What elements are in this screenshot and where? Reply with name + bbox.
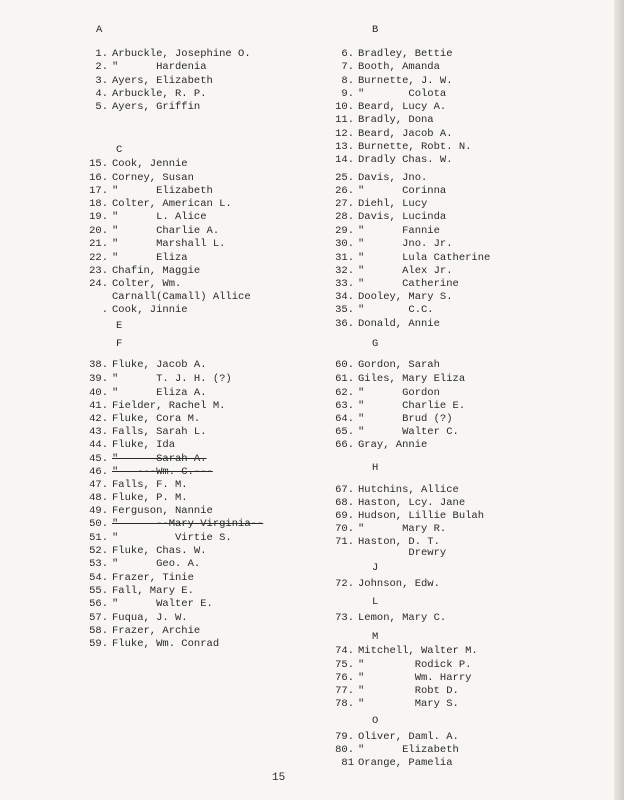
entry-name: Bradly, Dona bbox=[358, 114, 434, 126]
entry-name: " C.C. bbox=[358, 304, 434, 316]
entry-number: 10. bbox=[335, 101, 354, 113]
name-entry bbox=[84, 532, 232, 544]
entry-name: Fluke, Chas. W. bbox=[112, 545, 207, 557]
name-entry bbox=[84, 545, 207, 557]
name-entry bbox=[84, 439, 175, 451]
entry-name: " Mary R. bbox=[358, 523, 447, 535]
name-entry bbox=[330, 387, 440, 399]
name-entry bbox=[84, 492, 188, 504]
entry-number: 29. bbox=[335, 225, 354, 237]
entry-name: " Sarah A. bbox=[112, 453, 207, 465]
name-entry bbox=[84, 359, 207, 371]
entry-name: " Elizabeth bbox=[112, 185, 213, 197]
entry-name: Giles, Mary Eliza bbox=[358, 373, 466, 385]
entry-number: 55. bbox=[89, 585, 108, 597]
entry-number: 78. bbox=[335, 698, 354, 710]
entry-number: 22. bbox=[89, 252, 108, 264]
name-entry bbox=[330, 426, 459, 438]
name-entry bbox=[84, 505, 213, 517]
name-entry bbox=[84, 61, 207, 73]
entry-number: 44. bbox=[89, 439, 108, 451]
entry-number: 39. bbox=[89, 373, 108, 385]
entry-number: 72. bbox=[335, 578, 354, 590]
entry-name: Davis, Jno. bbox=[358, 172, 428, 184]
entry-name: " Elizabeth bbox=[358, 744, 459, 756]
entry-name: " L. Alice bbox=[112, 211, 207, 223]
entry-name: Beard, Jacob A. bbox=[358, 128, 453, 140]
entry-name: Carnall(Camall) Allice bbox=[112, 291, 251, 303]
name-entry bbox=[330, 578, 440, 590]
name-entry bbox=[84, 612, 188, 624]
entry-name: " Charlie A. bbox=[112, 225, 220, 237]
entry-number: 45. bbox=[89, 453, 108, 465]
entry-name: " Eliza A. bbox=[112, 387, 207, 399]
entry-number: 67. bbox=[335, 484, 354, 496]
entry-number: 74. bbox=[335, 645, 354, 657]
name-entry bbox=[84, 198, 232, 210]
entry-number: 68. bbox=[335, 497, 354, 509]
entry-name: Bradley, Bettie bbox=[358, 48, 453, 60]
section-letter-heading: G bbox=[372, 338, 379, 350]
entry-number: 26. bbox=[335, 185, 354, 197]
entry-number: 42. bbox=[89, 413, 108, 425]
name-entry bbox=[330, 731, 459, 743]
name-entry bbox=[330, 225, 440, 237]
entry-number: 13. bbox=[335, 141, 354, 153]
entry-name: Fluke, Jacob A. bbox=[112, 359, 207, 371]
entry-number: 62. bbox=[335, 387, 354, 399]
entry-number: 1. bbox=[95, 48, 108, 60]
name-entry bbox=[84, 572, 194, 584]
name-entry bbox=[330, 318, 440, 330]
entry-name: Donald, Annie bbox=[358, 318, 440, 330]
entry-name: Fielder, Rachel M. bbox=[112, 400, 226, 412]
entry-number: 28. bbox=[335, 211, 354, 223]
entry-name: Dradly Chas. W. bbox=[358, 154, 453, 166]
entry-name: Gray, Annie bbox=[358, 439, 428, 451]
entry-number: 51. bbox=[89, 532, 108, 544]
entry-number: 8. bbox=[341, 75, 354, 87]
name-entry bbox=[330, 439, 427, 451]
name-entry bbox=[330, 757, 453, 769]
entry-name: Hutchins, Allice bbox=[358, 484, 459, 496]
entry-number: 18. bbox=[89, 198, 108, 210]
entry-number: 4. bbox=[95, 88, 108, 100]
name-entry bbox=[330, 413, 453, 425]
entry-name: " Lula Catherine bbox=[358, 252, 491, 264]
name-entry bbox=[330, 172, 427, 184]
entry-name: " T. J. H. (?) bbox=[112, 373, 232, 385]
name-entry bbox=[330, 744, 459, 756]
name-entry bbox=[330, 114, 434, 126]
section-letter-heading: C bbox=[116, 144, 123, 156]
entry-name: " Charlie E. bbox=[358, 400, 466, 412]
name-entry bbox=[330, 612, 446, 624]
name-entry bbox=[84, 158, 188, 170]
entry-number: 52. bbox=[89, 545, 108, 557]
name-entry bbox=[330, 685, 459, 697]
entry-name: Fluke, Ida bbox=[112, 439, 176, 451]
entry-number: 14. bbox=[335, 154, 354, 166]
entry-number: 47. bbox=[89, 479, 108, 491]
name-entry bbox=[84, 479, 188, 491]
entry-name: Arbuckle, Josephine O. bbox=[112, 48, 251, 60]
entry-number: 61. bbox=[335, 373, 354, 385]
entry-name: Lemon, Mary C. bbox=[358, 612, 447, 624]
name-entry bbox=[330, 48, 453, 60]
entry-name: Ayers, Elizabeth bbox=[112, 75, 213, 87]
entry-name: Cook, Jinnie bbox=[112, 304, 188, 316]
name-entry bbox=[84, 518, 263, 530]
name-entry bbox=[330, 61, 440, 73]
entry-name: Diehl, Lucy bbox=[358, 198, 428, 210]
section-letter-heading: F bbox=[116, 338, 123, 350]
entry-name: Beard, Lucy A. bbox=[358, 101, 447, 113]
entry-name: Fluke, Cora M. bbox=[112, 413, 201, 425]
entry-number: 59. bbox=[89, 638, 108, 650]
entry-name: " Fannie bbox=[358, 225, 440, 237]
name-entry bbox=[84, 172, 194, 184]
entry-number: 7. bbox=[341, 61, 354, 73]
entry-number: 56. bbox=[89, 598, 108, 610]
name-entry bbox=[84, 252, 188, 264]
entry-name: Gordon, Sarah bbox=[358, 359, 440, 371]
name-entry bbox=[84, 400, 225, 412]
name-entry bbox=[330, 265, 453, 277]
name-entry bbox=[84, 638, 219, 650]
section-letter-heading: A bbox=[96, 24, 103, 36]
entry-number: 76. bbox=[335, 672, 354, 684]
entry-number: 48. bbox=[89, 492, 108, 504]
entry-number: 43. bbox=[89, 426, 108, 438]
entry-number: 60. bbox=[335, 359, 354, 371]
name-entry bbox=[330, 88, 446, 100]
entry-number: 3. bbox=[95, 75, 108, 87]
entry-name: " Alex Jr. bbox=[358, 265, 453, 277]
name-entry bbox=[84, 625, 200, 637]
name-entry bbox=[84, 75, 213, 87]
entry-number: 19. bbox=[89, 211, 108, 223]
name-entry bbox=[84, 426, 207, 438]
entry-name: Booth, Amanda bbox=[358, 61, 440, 73]
name-entry bbox=[330, 510, 484, 522]
entry-number: 35. bbox=[335, 304, 354, 316]
entry-number: 63. bbox=[335, 400, 354, 412]
name-entry bbox=[330, 359, 440, 371]
entry-number: 23. bbox=[89, 265, 108, 277]
name-entry bbox=[330, 185, 446, 197]
page-edge-shadow bbox=[614, 0, 624, 800]
name-entry bbox=[330, 252, 490, 264]
entry-name: Colter, American L. bbox=[112, 198, 232, 210]
name-entry bbox=[84, 466, 213, 478]
entry-name: Oliver, Daml. A. bbox=[358, 731, 459, 743]
entry-name: " Jno. Jr. bbox=[358, 238, 453, 250]
entry-number: 79. bbox=[335, 731, 354, 743]
name-entry bbox=[330, 101, 446, 113]
page-number: 15 bbox=[272, 772, 286, 784]
entry-number: 64. bbox=[335, 413, 354, 425]
name-entry bbox=[330, 523, 446, 535]
name-entry bbox=[330, 659, 471, 671]
name-entry bbox=[84, 598, 213, 610]
entry-name: " Virtie S. bbox=[112, 532, 232, 544]
entry-number: 69. bbox=[335, 510, 354, 522]
entry-number: 54. bbox=[89, 572, 108, 584]
entry-name: Orange, Pamelia bbox=[358, 757, 453, 769]
entry-name: Burnette, J. W. bbox=[358, 75, 453, 87]
entry-number: 58. bbox=[89, 625, 108, 637]
name-entry bbox=[84, 211, 207, 223]
name-entry bbox=[330, 75, 453, 87]
name-entry bbox=[330, 291, 453, 303]
section-letter-heading: H bbox=[372, 462, 379, 474]
entry-number: 65. bbox=[335, 426, 354, 438]
entry-name: " Eliza bbox=[112, 252, 188, 264]
entry-name: " Marshall L. bbox=[112, 238, 226, 250]
section-letter-heading: B bbox=[372, 24, 379, 36]
entry-name: Fluke, Wm. Conrad bbox=[112, 638, 220, 650]
entry-number: 12. bbox=[335, 128, 354, 140]
entry-name: Davis, Lucinda bbox=[358, 211, 447, 223]
name-entry bbox=[84, 225, 219, 237]
name-entry bbox=[84, 387, 207, 399]
entry-number: 71. bbox=[335, 536, 354, 548]
entry-number: 17. bbox=[89, 185, 108, 197]
name-entry bbox=[330, 497, 465, 509]
entry-number: 73. bbox=[335, 612, 354, 624]
entry-name: " --Mary Virginia-- bbox=[112, 518, 264, 530]
name-entry bbox=[84, 185, 213, 197]
name-entry bbox=[330, 547, 446, 559]
entry-name: Drewry bbox=[358, 547, 447, 559]
name-entry bbox=[330, 238, 453, 250]
entry-name: " Wm. Harry bbox=[358, 672, 472, 684]
name-entry bbox=[330, 400, 465, 412]
name-entry bbox=[84, 265, 200, 277]
entry-name: " Rodick P. bbox=[358, 659, 472, 671]
entry-number: 15. bbox=[89, 158, 108, 170]
entry-number: 40. bbox=[89, 387, 108, 399]
entry-name: Fall, Mary E. bbox=[112, 585, 194, 597]
name-entry bbox=[330, 373, 465, 385]
entry-name: " Corinna bbox=[358, 185, 447, 197]
name-entry bbox=[330, 128, 453, 140]
entry-number: . bbox=[101, 304, 108, 316]
entry-name: " Robt D. bbox=[358, 685, 459, 697]
name-entry bbox=[330, 645, 478, 657]
entry-name: Mitchell, Walter M. bbox=[358, 645, 478, 657]
name-entry bbox=[330, 484, 459, 496]
entry-name: Colter, Wm. bbox=[112, 278, 182, 290]
name-entry bbox=[84, 88, 207, 100]
entry-name: " ---Wm. C.--- bbox=[112, 466, 213, 478]
section-letter-heading: M bbox=[372, 631, 379, 643]
name-entry bbox=[330, 672, 471, 684]
entry-name: Frazer, Archie bbox=[112, 625, 201, 637]
entry-number: 20. bbox=[89, 225, 108, 237]
entry-number: 30. bbox=[335, 238, 354, 250]
name-entry bbox=[84, 373, 232, 385]
entry-name: Fuqua, J. W. bbox=[112, 612, 188, 624]
section-letter-heading: E bbox=[116, 320, 123, 332]
name-entry bbox=[84, 278, 181, 290]
entry-number: 21. bbox=[89, 238, 108, 250]
entry-number: 46. bbox=[89, 466, 108, 478]
section-letter-heading: L bbox=[372, 596, 379, 608]
section-letter-heading: O bbox=[372, 715, 379, 727]
name-entry bbox=[330, 198, 427, 210]
entry-number: 36. bbox=[335, 318, 354, 330]
section-letter-heading: J bbox=[372, 562, 379, 574]
entry-number: 34. bbox=[335, 291, 354, 303]
entry-name: " Catherine bbox=[358, 278, 459, 290]
name-entry bbox=[84, 291, 251, 303]
entry-name: Hudson, Lillie Bulah bbox=[358, 510, 485, 522]
entry-name: " Walter E. bbox=[112, 598, 213, 610]
name-entry bbox=[84, 453, 207, 465]
entry-number: 16. bbox=[89, 172, 108, 184]
entry-number: 27. bbox=[335, 198, 354, 210]
entry-number: 25. bbox=[335, 172, 354, 184]
entry-name: Ayers, Griffin bbox=[112, 101, 201, 113]
entry-name: Frazer, Tinie bbox=[112, 572, 194, 584]
entry-number: 57. bbox=[89, 612, 108, 624]
entry-name: " Gordon bbox=[358, 387, 440, 399]
entry-number: 24. bbox=[89, 278, 108, 290]
name-entry bbox=[84, 585, 194, 597]
entry-name: " Colota bbox=[358, 88, 447, 100]
entry-number: 9. bbox=[341, 88, 354, 100]
name-entry bbox=[84, 304, 188, 316]
entry-name: Haston, D. T. bbox=[358, 536, 440, 548]
entry-number: 50. bbox=[89, 518, 108, 530]
entry-number: 41. bbox=[89, 400, 108, 412]
entry-name: Burnette, Robt. N. bbox=[358, 141, 472, 153]
entry-name: Arbuckle, R. P. bbox=[112, 88, 207, 100]
entry-number: 11. bbox=[335, 114, 354, 126]
entry-name: Fluke, P. M. bbox=[112, 492, 188, 504]
entry-name: Falls, F. M. bbox=[112, 479, 188, 491]
entry-name: " Geo. A. bbox=[112, 558, 201, 570]
entry-name: Chafin, Maggie bbox=[112, 265, 201, 277]
name-entry bbox=[330, 141, 471, 153]
entry-number: 70. bbox=[335, 523, 354, 535]
entry-name: Falls, Sarah L. bbox=[112, 426, 207, 438]
name-entry bbox=[330, 211, 446, 223]
entry-number: 2. bbox=[95, 61, 108, 73]
entry-number: 80. bbox=[335, 744, 354, 756]
entry-name: " Brud (?) bbox=[358, 413, 453, 425]
entry-name: Corney, Susan bbox=[112, 172, 194, 184]
entry-number: 66. bbox=[335, 439, 354, 451]
name-entry bbox=[84, 413, 200, 425]
name-entry bbox=[84, 48, 251, 60]
entry-number: 75. bbox=[335, 659, 354, 671]
entry-number: 77. bbox=[335, 685, 354, 697]
entry-name: Cook, Jennie bbox=[112, 158, 188, 170]
entry-number: 38. bbox=[89, 359, 108, 371]
entry-number: 33. bbox=[335, 278, 354, 290]
entry-name: Dooley, Mary S. bbox=[358, 291, 453, 303]
entry-number: 5. bbox=[95, 101, 108, 113]
entry-name: Haston, Lcy. Jane bbox=[358, 497, 466, 509]
entry-name: " Hardenia bbox=[112, 61, 207, 73]
entry-number: 32. bbox=[335, 265, 354, 277]
name-entry bbox=[330, 278, 459, 290]
name-entry bbox=[84, 238, 225, 250]
name-entry bbox=[84, 558, 200, 570]
name-entry bbox=[330, 698, 459, 710]
name-entry bbox=[330, 304, 434, 316]
name-entry bbox=[330, 154, 453, 166]
entry-name: Ferguson, Nannie bbox=[112, 505, 213, 517]
name-entry bbox=[84, 101, 200, 113]
entry-name: Johnson, Edw. bbox=[358, 578, 440, 590]
entry-number: 6. bbox=[341, 48, 354, 60]
entry-number: 53. bbox=[89, 558, 108, 570]
entry-name: " Mary S. bbox=[358, 698, 459, 710]
entry-number: 31. bbox=[335, 252, 354, 264]
entry-name: " Walter C. bbox=[358, 426, 459, 438]
entry-number: 49. bbox=[89, 505, 108, 517]
entry-number: 81 bbox=[341, 757, 354, 769]
